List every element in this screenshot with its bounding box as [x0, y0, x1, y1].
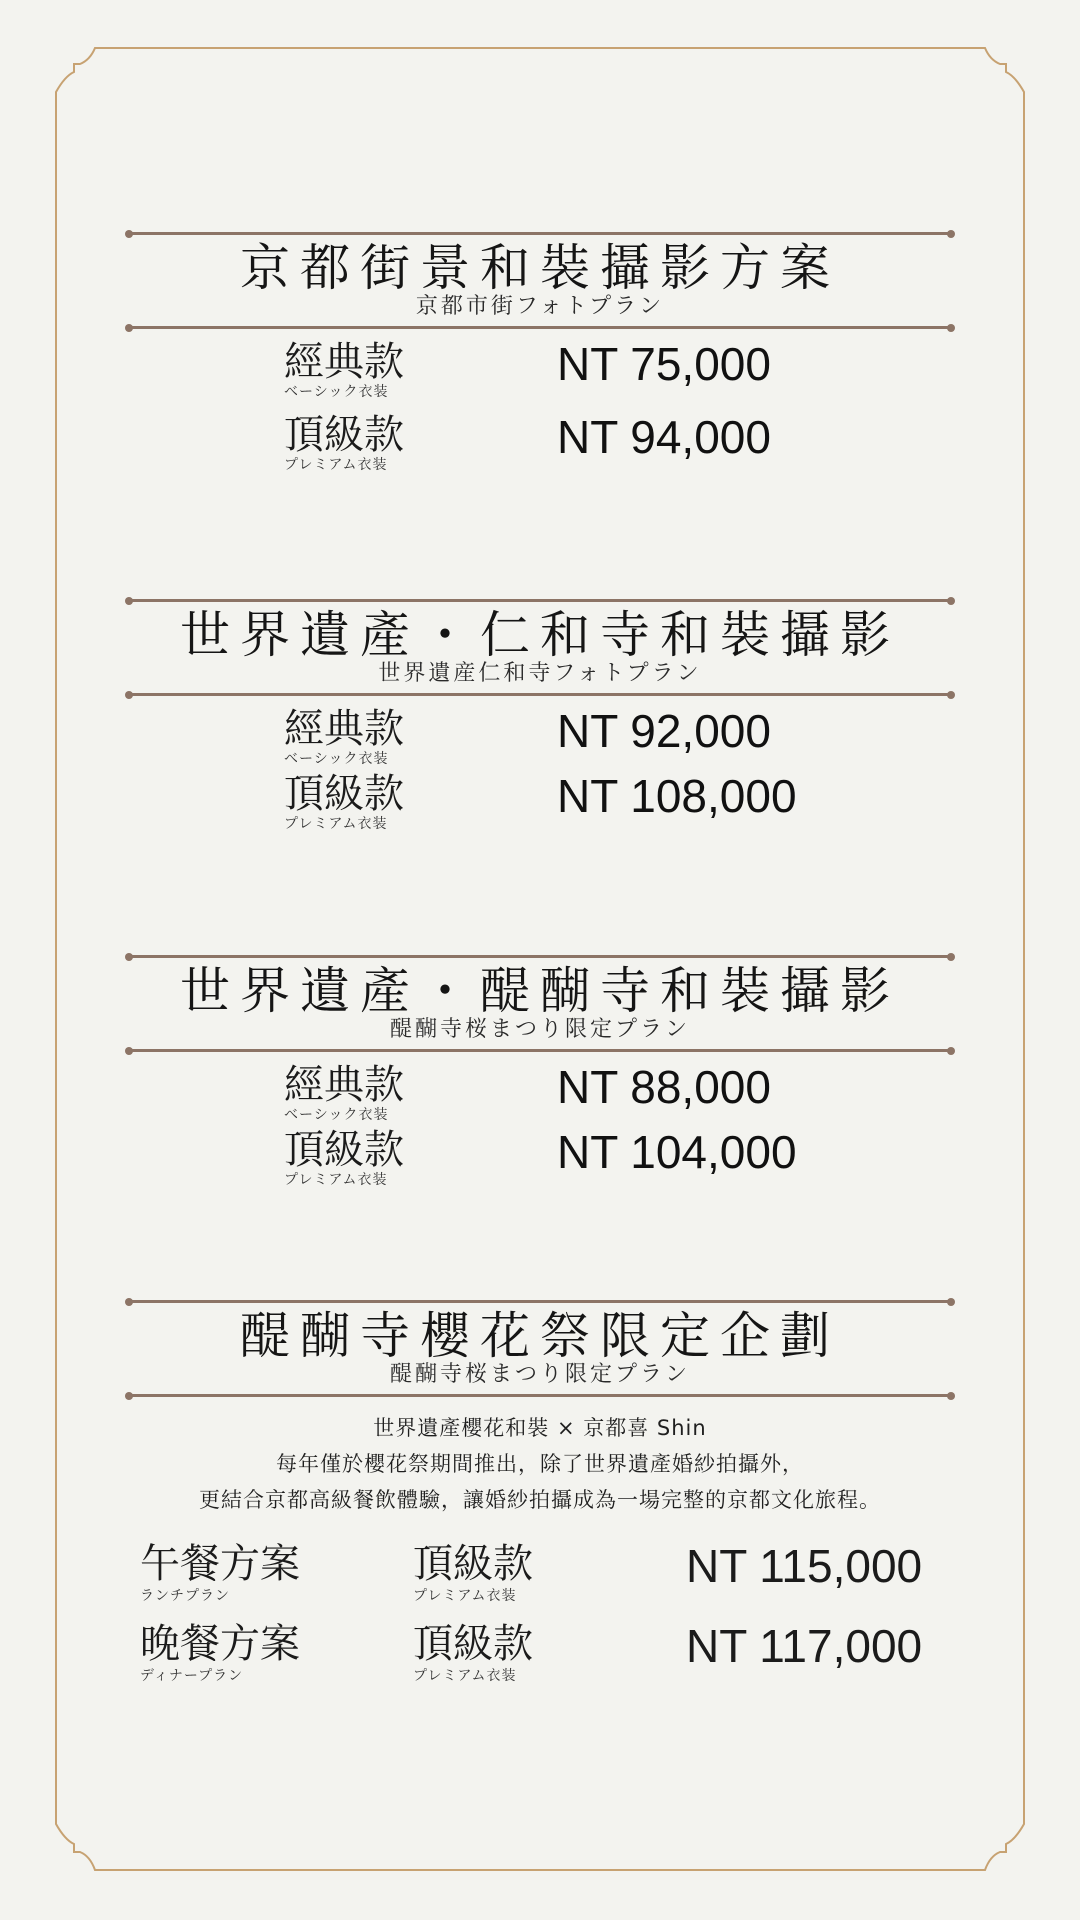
- tier-sub: ベーシック衣装: [284, 751, 389, 767]
- tier-name: 頂級款: [413, 1541, 533, 1587]
- tier-price: NT 108,000: [557, 770, 797, 822]
- tier-sub: プレミアム衣装: [284, 1172, 388, 1188]
- meal-sub: ディナープラン: [140, 1668, 244, 1684]
- plan-title: 京都街景和裝攝影方案: [240, 239, 840, 297]
- top-rule: [128, 955, 952, 958]
- tier-sub: プレミアム衣装: [284, 816, 388, 832]
- tier-name: 經典款: [284, 1062, 404, 1108]
- plan-section-daigoji: [128, 953, 952, 1213]
- tier-name: 經典款: [284, 339, 404, 385]
- plan-section-ninnaji: [128, 597, 952, 857]
- limited-plan-description: [128, 1410, 952, 1518]
- plan-title: 世界遺產・仁和寺和裝攝影: [180, 606, 900, 664]
- bottom-rule: [128, 1049, 952, 1052]
- tier-row-premium: [128, 772, 952, 842]
- bottom-rule: [128, 1394, 952, 1397]
- tier-sub: ベーシック衣装: [284, 384, 389, 400]
- tier-row-premium: [128, 1128, 952, 1198]
- plan-title: 世界遺產・醍醐寺和裝攝影: [180, 962, 900, 1020]
- tier-price: NT 92,000: [557, 705, 771, 757]
- limited-plan-subtitle: 醍醐寺桜まつり限定プラン: [389, 1362, 690, 1387]
- option-price: NT 117,000: [686, 1620, 923, 1672]
- plan-subtitle: 醍醐寺桜まつり限定プラン: [389, 1017, 690, 1042]
- plan-subtitle: 世界遺産仁和寺フォトプラン: [378, 661, 702, 686]
- plan-section-kyoto-street: [128, 230, 952, 490]
- tier-name: 頂級款: [284, 412, 404, 458]
- description-line: 更結合京都高級餐飲體驗，讓婚紗拍攝成為一場完整的京都文化旅程。: [199, 1488, 881, 1512]
- tier-name: 經典款: [284, 706, 404, 752]
- limited-plan-section: [128, 1298, 952, 1408]
- tier-row-classic: [128, 1063, 952, 1133]
- bottom-rule: [128, 326, 952, 329]
- meal-sub: ランチプラン: [140, 1588, 230, 1604]
- limited-option-row-dinner: [140, 1622, 940, 1692]
- top-rule: [128, 232, 952, 235]
- tier-sub: プレミアム衣装: [413, 1668, 517, 1684]
- tier-sub: ベーシック衣装: [284, 1107, 389, 1123]
- tier-sub: プレミアム衣装: [413, 1588, 517, 1604]
- description-line: 世界遺產櫻花和裝 × 京都喜 Shin: [373, 1416, 707, 1440]
- tier-sub: プレミアム衣装: [284, 457, 388, 473]
- tier-row-premium: [128, 413, 952, 483]
- tier-name: 頂級款: [413, 1621, 533, 1667]
- top-rule: [128, 599, 952, 602]
- meal-name: 午餐方案: [140, 1541, 300, 1587]
- tier-price: NT 104,000: [557, 1126, 797, 1178]
- tier-price: NT 94,000: [557, 411, 771, 463]
- tier-name: 頂級款: [284, 1127, 404, 1173]
- limited-option-row-lunch: [140, 1542, 940, 1612]
- plan-subtitle: 京都市街フォトプラン: [415, 294, 665, 319]
- description-line: 每年僅於櫻花祭期間推出，除了世界遺產婚紗拍攝外，: [276, 1452, 804, 1476]
- meal-name: 晚餐方案: [140, 1621, 300, 1667]
- top-rule: [128, 1300, 952, 1303]
- bottom-rule: [128, 693, 952, 696]
- tier-row-classic: [128, 707, 952, 777]
- tier-name: 頂級款: [284, 771, 404, 817]
- limited-plan-title: 醍醐寺櫻花祭限定企劃: [240, 1307, 840, 1365]
- tier-price: NT 75,000: [557, 338, 771, 390]
- tier-row-classic: [128, 340, 952, 410]
- tier-price: NT 88,000: [557, 1061, 771, 1113]
- option-price: NT 115,000: [686, 1540, 923, 1592]
